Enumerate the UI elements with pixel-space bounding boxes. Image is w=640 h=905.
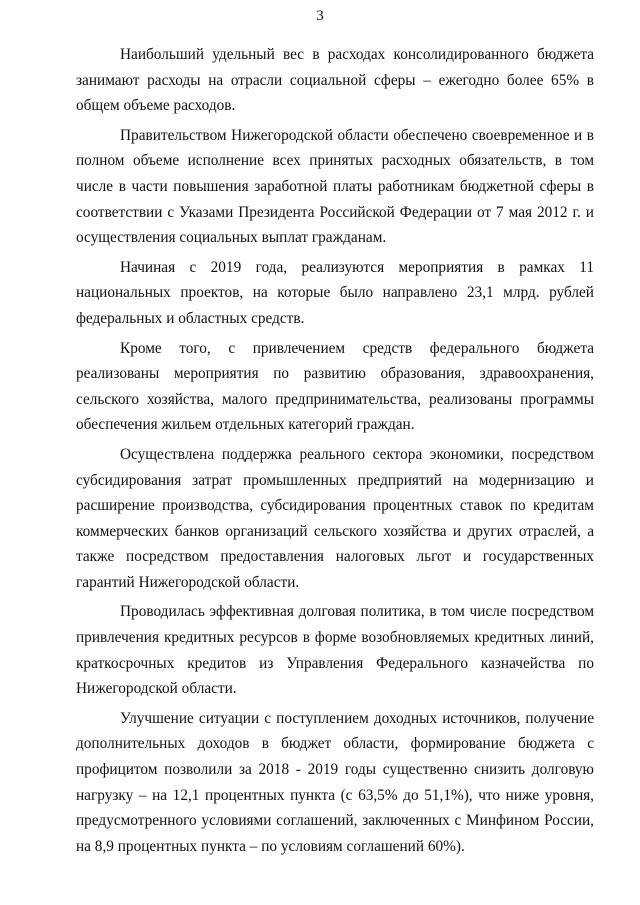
paragraph-social-spending: Наибольший удельный вес в расходах консолидированного бюджета занимают расходы на отрасли социальной сферы – ежегодно более 65% в общем объеме расходов. <box>76 46 594 115</box>
paragraph-real-sector-support: Осуществлена поддержка реального сектора экономики, посредством субсидирования затрат промышленных предприятий на модернизацию и расширение производства, субсидирования процентных ставок по кредитам коммерческих банков организаций сельского хозяйства и других отраслей, а также посредством предоставления налоговых льгот и государственных гарантий Нижегородской области. <box>76 445 594 591</box>
body-text <box>76 42 594 863</box>
paragraph-debt-policy: Проводилась эффективная долговая политика, в том числе посредством привлечения кредитных ресурсов в форме возобновляемых кредитных линий, краткосрочных кредитов из Управления Федерального казначейства по Нижегородской области. <box>76 603 594 698</box>
paragraph-federal-funds: Кроме того, с привлечением средств федерального бюджета реализованы мероприятия по развитию образования, здравоохранения, сельского хозяйства, малого предпринимательства, реализованы программы обеспечения жильем отдельных категорий граждан. <box>76 339 594 434</box>
paragraph-obligations: Правительством Нижегородской области обеспечено своевременное и в полном объеме исполнение всех принятых расходных обязательств, в том числе в части повышения заработной платы работникам бюджетной сферы в соответствии с Указами Президента Российской Федерации от 7 мая 2012 г. и осуществления социальных выплат гражданам. <box>76 126 594 247</box>
page-number: 3 <box>316 8 324 24</box>
paragraph-debt-reduction: Улучшение ситуации с поступлением доходных источников, получение дополнительных доходов в бюджет области, формирование бюджета с профицитом позволили за 2018 - 2019 годы существенно снизить долговую нагрузку – на 12,1 процентных пункта (с 63,5% до 51,1%), что ниже уровня, предусмотренного условиями соглашений, заключенных с Минфином России, на 8,9 процентных пункта – по условиям соглашений 60%). <box>76 709 594 855</box>
paragraph-national-projects: Начиная с 2019 года, реализуются мероприятия в рамках 11 национальных проектов, на которые было направлено 23,1 млрд. рублей федеральных и областных средств. <box>76 258 594 327</box>
